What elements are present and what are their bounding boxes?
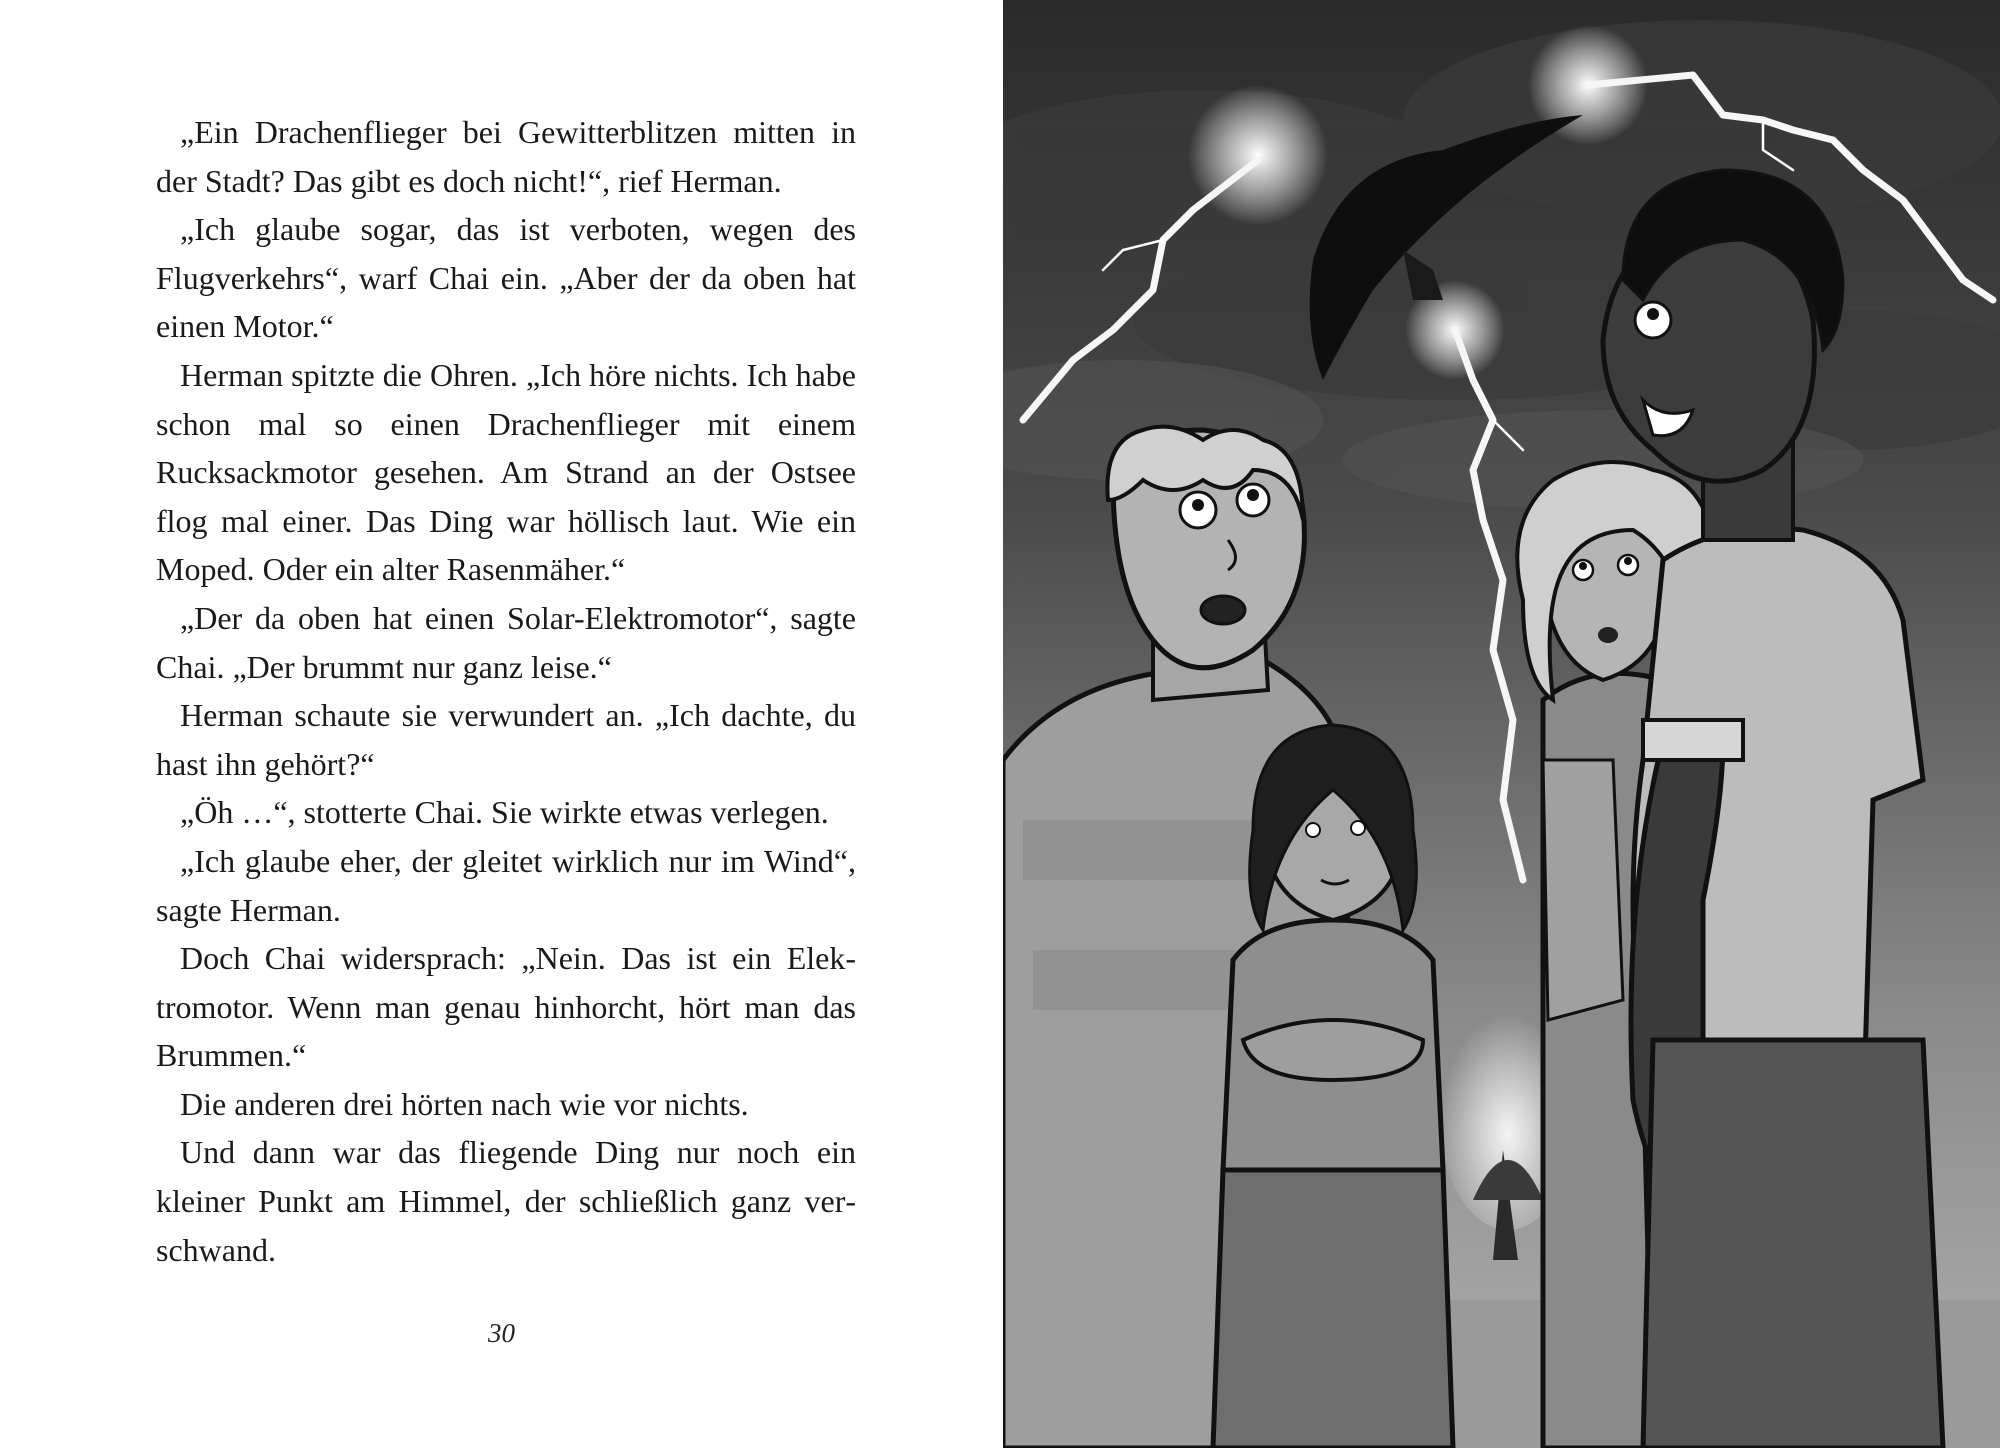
paragraph-6: „Öh …“, stotterte Chai. Sie wirkte etwas verlegen. <box>180 794 829 831</box>
paragraph-5: Herman schaute sie verwundert an. „Ich dachte, du hast ihn gehört?“ <box>156 697 856 782</box>
paragraph-2: „Ich glaube sogar, das ist verboten, wegen des Flugverkehrs“, warf Chai ein. „Aber der da oben hat einen Motor.“ <box>156 211 856 345</box>
paragraph-8: Doch Chai widersprach: „Nein. Das ist ein Elektromotor. Wenn man genau hinhorcht, hört man das Brummen.“ <box>156 940 856 1074</box>
paragraph-4: „Der da oben hat einen Solar-Elektromotor“, sagte Chai. „Der brummt nur ganz leise.“ <box>156 599 856 685</box>
paragraph-1: „Ein Drachenflieger bei Gewitterblitzen mitten in der Stadt? Das gibt es doch nicht!“, rief Herman. <box>156 114 856 199</box>
story-text <box>156 108 856 1274</box>
paragraph-9: Die anderen drei hörten nach wie vor nichts. <box>180 1085 749 1122</box>
page-number: 30 <box>488 1318 515 1348</box>
paragraph-3: Herman spitzte die Ohren. „Ich höre nichts. Ich habe schon mal so einen Drachenflieger mit einem Rucksackmotor gesehen. Am Strand an der Ostsee flog mal einer. Das Ding war höllisch laut. Wie ein Moped. Oder ein alter Rasenmäher.“ <box>156 356 856 588</box>
paragraph-7: „Ich glaube eher, der gleitet wirklich nur im Wind“, sagte Herman. <box>156 842 856 928</box>
illustration-page <box>1003 0 2000 1448</box>
comic-illustration-icon <box>1003 0 2000 1448</box>
paragraph-10: Und dann war das fliegende Ding nur noch ein kleiner Punkt am Himmel, der schließlich ganz verschwand. <box>156 1134 856 1268</box>
